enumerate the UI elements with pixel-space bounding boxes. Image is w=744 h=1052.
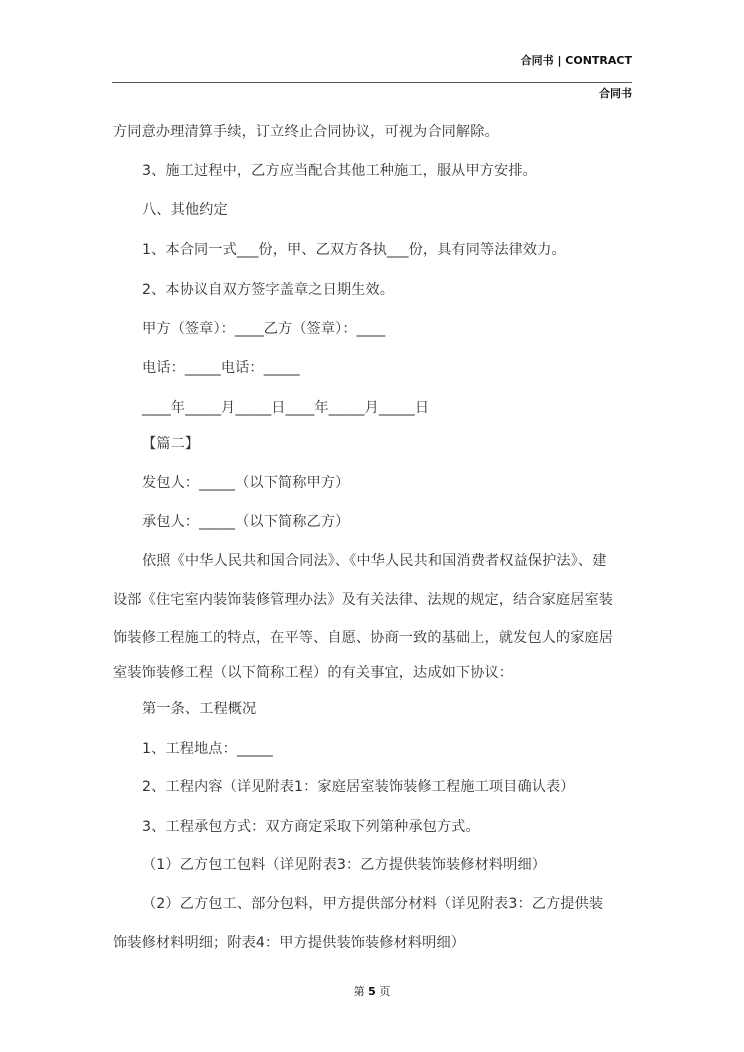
page-footer (0, 983, 744, 999)
header-divider (112, 82, 632, 83)
section-heading: 【篇二】 (142, 436, 200, 452)
page-prefix: 第 (353, 985, 365, 998)
body-line: 2、工程内容（详见附表1：家庭居室装饰装修工程施工项目确认表） (142, 779, 575, 795)
body-line: 设部《住宅室内装饰装修管理办法》及有关法律、法规的规定，结合家庭居室装 (113, 592, 614, 608)
body-line: 饰装修材料明细；附表4：甲方提供装饰装修材料明细） (113, 935, 466, 951)
party-line: 发包人：_____（以下简称甲方） (142, 475, 350, 491)
header-title: 合同书 | CONTRACT (520, 54, 632, 67)
date-line: ____年_____月_____日____年_____月_____日 (142, 400, 430, 416)
body-line: 3、工程承包方式：双方商定采取下列第种承包方式。 (142, 819, 480, 835)
body-line: 2、本协议自双方签字盖章之日期生效。 (142, 282, 395, 298)
header-subtitle: 合同书 (599, 87, 632, 100)
party-line: 承包人：_____（以下简称乙方） (142, 514, 350, 530)
body-line: （1）乙方包工包料（详见附表3：乙方提供装饰装修材料明细） (142, 857, 547, 873)
body-line: 依照《中华人民共和国合同法》、《中华人民共和国消费者权益保护法》、建 (142, 553, 607, 569)
section-heading: 八、其他约定 (142, 202, 228, 218)
page-number: 5 (368, 985, 376, 998)
body-line: 饰装修工程施工的特点，在平等、自愿、协商一致的基础上，就发包人的家庭居 (113, 630, 614, 646)
body-line: 1、工程地点：_____ (142, 741, 273, 757)
body-line: 3、施工过程中，乙方应当配合其他工种施工，服从甲方安排。 (142, 163, 537, 179)
body-line: 1、本合同一式___份，甲、乙双方各执___份，具有同等法律效力。 (142, 242, 566, 258)
body-line: （2）乙方包工、部分包料，甲方提供部分材料（详见附表3：乙方提供装 (142, 896, 604, 912)
body-line: 方同意办理清算手续，订立终止合同协议，可视为合同解除。 (113, 124, 499, 140)
body-line: 室装饰装修工程（以下简称工程）的有关事宜，达成如下协议： (113, 665, 514, 681)
phone-line: 电话：_____电话：_____ (142, 360, 300, 376)
page-suffix: 页 (379, 985, 391, 998)
signature-line: 甲方（签章）：____乙方（签章）：____ (142, 321, 386, 337)
section-heading: 第一条、工程概况 (142, 701, 257, 717)
